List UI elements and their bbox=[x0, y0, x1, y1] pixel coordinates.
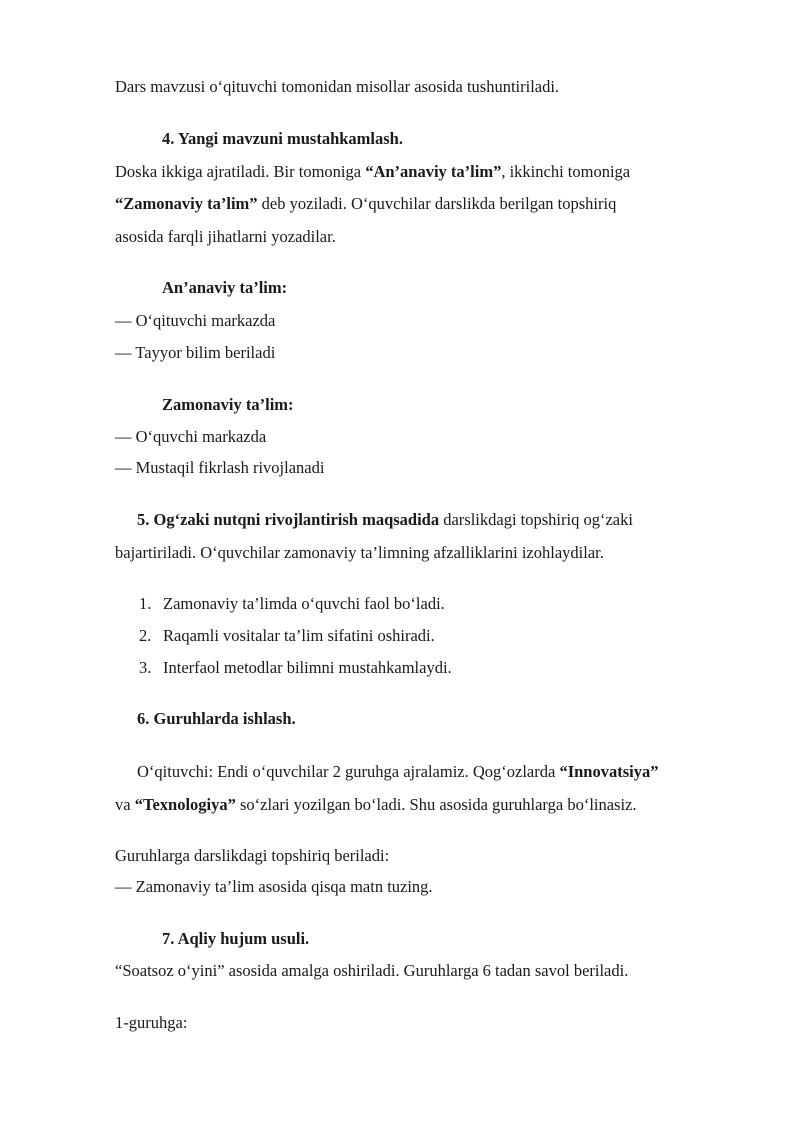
section-4-paragraph-line-2 bbox=[115, 194, 616, 214]
section-6-paragraph-line-1 bbox=[137, 762, 658, 782]
bold-term: “Zamonaviy ta’lim” bbox=[115, 194, 258, 213]
bold-term: “Innovatsiya” bbox=[559, 762, 659, 781]
list-number: 3. bbox=[139, 658, 152, 677]
list-item: — Mustaqil fikrlash rivojlanadi bbox=[115, 458, 325, 477]
section-6-task-intro: Guruhlarga darslikdagi topshiriq beriladi: bbox=[115, 846, 390, 865]
list-item: — O‘qituvchi markazda bbox=[115, 311, 276, 330]
section-7-paragraph: “Soatsoz o‘yini” asosida amalga oshiriladi. Guruhlarga 6 tadan savol beriladi. bbox=[115, 961, 629, 980]
list-text: Interfaol metodlar bilimni mustahkamlaydi. bbox=[163, 658, 452, 677]
modern-heading: Zamonaviy ta’lim: bbox=[162, 395, 294, 414]
section-6-paragraph-line-2 bbox=[115, 795, 637, 815]
section-4-paragraph-line-1 bbox=[115, 162, 630, 182]
list-number: 1. bbox=[139, 594, 152, 613]
text-run: va bbox=[115, 795, 135, 814]
text-run: deb yoziladi. O‘quvchilar darslikda berilgan topshiriq bbox=[257, 194, 617, 213]
section-5-heading: 5. Og‘zaki nutqni rivojlantirish maqsadida bbox=[137, 510, 440, 529]
list-text: Raqamli vositalar ta’lim sifatini oshiradi. bbox=[163, 626, 435, 645]
section-7-heading: 7. Aqliy hujum usuli. bbox=[162, 929, 310, 948]
section-4-heading: 4. Yangi mavzuni mustahkamlash. bbox=[162, 129, 403, 148]
text-run: Doska ikkiga ajratiladi. Bir tomoniga bbox=[115, 162, 366, 181]
text-run: so‘zlari yozilgan bo‘ladi. Shu asosida guruhlarga bo‘linasiz. bbox=[235, 795, 637, 814]
group-1-label: 1-guruhga: bbox=[115, 1013, 188, 1032]
section-5-paragraph-line-2: bajartiriladi. O‘quvchilar zamonaviy ta’limning afzalliklarini izohlaydilar. bbox=[115, 543, 604, 562]
list-item: — Zamonaviy ta’lim asosida qisqa matn tuzing. bbox=[115, 877, 433, 896]
list-item: — Tayyor bilim beriladi bbox=[115, 343, 276, 362]
text-run: darslikdagi topshiriq og‘zaki bbox=[439, 510, 633, 529]
list-number: 2. bbox=[139, 626, 152, 645]
section-4-paragraph-line-3: asosida farqli jihatlarni yozadilar. bbox=[115, 227, 336, 246]
text-run: O‘qituvchi: Endi o‘quvchilar 2 guruhga ajralamiz. Qog‘ozlarda bbox=[137, 762, 560, 781]
list-item: — O‘quvchi markazda bbox=[115, 427, 267, 446]
traditional-heading: An’anaviy ta’lim: bbox=[162, 278, 288, 297]
list-text: Zamonaviy ta’limda o‘quvchi faol bo‘ladi. bbox=[163, 594, 445, 613]
bold-term: “Texnologiya” bbox=[134, 795, 236, 814]
text-run: , ikkinchi tomoniga bbox=[501, 162, 631, 181]
section-5-paragraph-line-1 bbox=[137, 510, 633, 530]
intro-paragraph: Dars mavzusi o‘qituvchi tomonidan misollar asosida tushuntiriladi. bbox=[115, 77, 560, 96]
bold-term: “An’anaviy ta’lim” bbox=[365, 162, 502, 181]
section-6-heading: 6. Guruhlarda ishlash. bbox=[137, 709, 296, 728]
